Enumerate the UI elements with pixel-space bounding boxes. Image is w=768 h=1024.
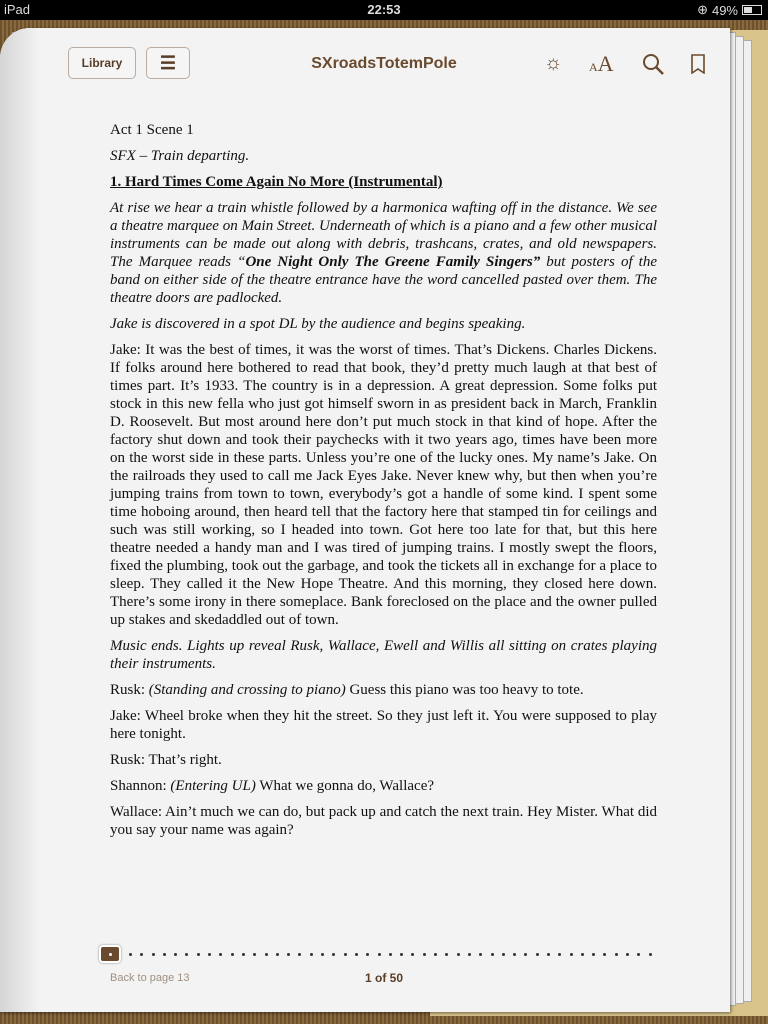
lock-rotation-icon: ⊕ (697, 2, 708, 17)
scrubber-dot[interactable] (265, 953, 268, 956)
scrubber-dot[interactable] (253, 953, 256, 956)
scrubber-dot[interactable] (344, 953, 347, 956)
list-icon: ☰ (159, 52, 177, 73)
scrubber-dot[interactable] (603, 953, 606, 956)
dialogue: Jake: Wheel broke when they hit the street. So they just left it. You were supposed to play here tonight. (110, 708, 657, 742)
scrubber-dot[interactable] (231, 953, 234, 956)
page-number: 1 of 50 (364, 971, 403, 985)
scene-heading: Act 1 Scene 1 (110, 122, 194, 138)
song-title: 1. Hard Times Come Again No More (Instrumental) (110, 174, 443, 190)
scrubber-dot[interactable] (445, 953, 448, 956)
scrubber-dot[interactable] (242, 953, 245, 956)
scrubber-dot[interactable] (310, 953, 313, 956)
dialogue: Wallace: Ain’t much we can do, but pack up and catch the next train. Hey Mister. What did you say your name was again? (110, 804, 657, 838)
scrubber-dot[interactable] (637, 953, 640, 956)
scrubber-dot[interactable] (558, 953, 561, 956)
scrubber-dot[interactable] (185, 953, 188, 956)
dialogue: Jake: It was the best of times, it was the worst of times. That’s Dickens. Charles Dickens. If folks around here bothered to read that book, they’d pretty much laugh at that best of times part. It’s 1933. The country is in a depression. A great depression. Some folks put stock in this new fella who just got himself sworn in as president back in March, Franklin D. Roosevelt. But most around here don’t put much stock in that kind of hope. After the factory shut down and took their paychecks with it two years ago, times have been more on the worst side in these parts. Unless you’re one of the lucky ones. My name’s Jake. On the railroads they used to call me Jack Eyes Jake. Never knew why, but then when you’re jumping trains from town to town, everybody’s got a handle of some kind. I spent some time hoboing around, then heard tell that the factory here that stamped tin for ceilings and such was still working, so I headed into town. Got here too late for that, but this here theatre needed a handy man and I was tired of jumping trains. I mostly swept the floors, fixed the plumbing, took out the garbage, and took the tickets all in exchange for a place to sleep. They called it the New Hope Theatre. And this morning, they closed here down. There’s some irony in there someplace. Bank foreclosed on the place and the owner pulled up stakes and skedaddled out of town. (110, 342, 657, 628)
scrubber-dot[interactable] (423, 953, 426, 956)
scrubber-dot[interactable] (378, 953, 381, 956)
page-scrubber[interactable] (99, 945, 660, 963)
scrubber-knob[interactable] (99, 945, 121, 963)
scrubber-dot[interactable] (479, 953, 482, 956)
scrubber-dot[interactable] (129, 953, 132, 956)
scrubber-dot[interactable] (355, 953, 358, 956)
scrubber-dot[interactable] (219, 953, 222, 956)
scrubber-dot[interactable] (536, 953, 539, 956)
scrubber-dot[interactable] (502, 953, 505, 956)
font-size-icon[interactable]: AA (589, 51, 614, 76)
clock: 22:53 (367, 2, 401, 17)
dialogue: Rusk: (Standing and crossing to piano) Guess this piano was too heavy to tote. (110, 682, 584, 698)
page-text (110, 121, 657, 847)
book-title: SXroadsTotemPole (311, 55, 457, 72)
scrubber-dot[interactable] (524, 953, 527, 956)
bookmark-icon[interactable] (691, 54, 705, 79)
stage-direction: Music ends. Lights up reveal Rusk, Wallace, Ewell and Willis all sitting on crates playing their instruments. (110, 638, 657, 672)
scrubber-dot[interactable] (400, 953, 403, 956)
scrubber-dot[interactable] (276, 953, 279, 956)
scrubber-dot[interactable] (513, 953, 516, 956)
scrubber-dot[interactable] (389, 953, 392, 956)
battery-icon (742, 5, 762, 15)
search-icon[interactable] (641, 52, 665, 81)
scrubber-dot[interactable] (615, 953, 618, 956)
stage-direction: Jake is discovered in a spot DL by the audience and begins speaking. (110, 316, 526, 332)
scrubber-dot[interactable] (491, 953, 494, 956)
scrubber-dot[interactable] (298, 953, 301, 956)
scrubber-dot[interactable] (581, 953, 584, 956)
scrubber-dot[interactable] (547, 953, 550, 956)
brightness-icon[interactable]: ☼ (544, 52, 563, 74)
scrubber-dot[interactable] (626, 953, 629, 956)
scrubber-dot[interactable] (197, 953, 200, 956)
scrubber-dot[interactable] (321, 953, 324, 956)
scrubber-dot[interactable] (434, 953, 437, 956)
library-button[interactable]: Library (68, 47, 136, 79)
stage-direction: At rise we hear a train whistle followed by a harmonica wafting off in the distance. We see a theatre marquee on Main Street. Underneath of which is a piano and a few other musical instruments can be made out along with debris, trashcans, crates, and old newspapers. The Marquee reads “One Night Only The Greene Family Singers” but posters of the band on either side of the theatre entrance have the word cancelled pasted over them. The theatre doors are padlocked. (110, 200, 658, 306)
dialogue: Rusk: That’s right. (110, 752, 222, 768)
scrubber-dot[interactable] (366, 953, 369, 956)
scrubber-dot[interactable] (592, 953, 595, 956)
scrubber-dot[interactable] (468, 953, 471, 956)
scrubber-dot[interactable] (140, 953, 143, 956)
status-bar (0, 0, 768, 20)
device-name: iPad (4, 2, 31, 17)
scrubber-dot[interactable] (457, 953, 460, 956)
scrubber-dot[interactable] (287, 953, 290, 956)
scrubber-dot[interactable] (570, 953, 573, 956)
scrubber-dot[interactable] (332, 953, 335, 956)
dialogue: Shannon: (Entering UL) What we gonna do, Wallace? (110, 778, 435, 794)
scrubber-dot[interactable] (163, 953, 166, 956)
scrubber-dot[interactable] (152, 953, 155, 956)
back-to-page-link[interactable]: Back to page 13 (110, 972, 190, 984)
scrubber-dot[interactable] (208, 953, 211, 956)
scrubber-dot[interactable] (411, 953, 414, 956)
sfx-line: SFX – Train departing. (110, 148, 250, 164)
scrubber-dot[interactable] (174, 953, 177, 956)
scrubber-dot[interactable] (649, 953, 652, 956)
battery-percent: 49% (711, 2, 738, 18)
